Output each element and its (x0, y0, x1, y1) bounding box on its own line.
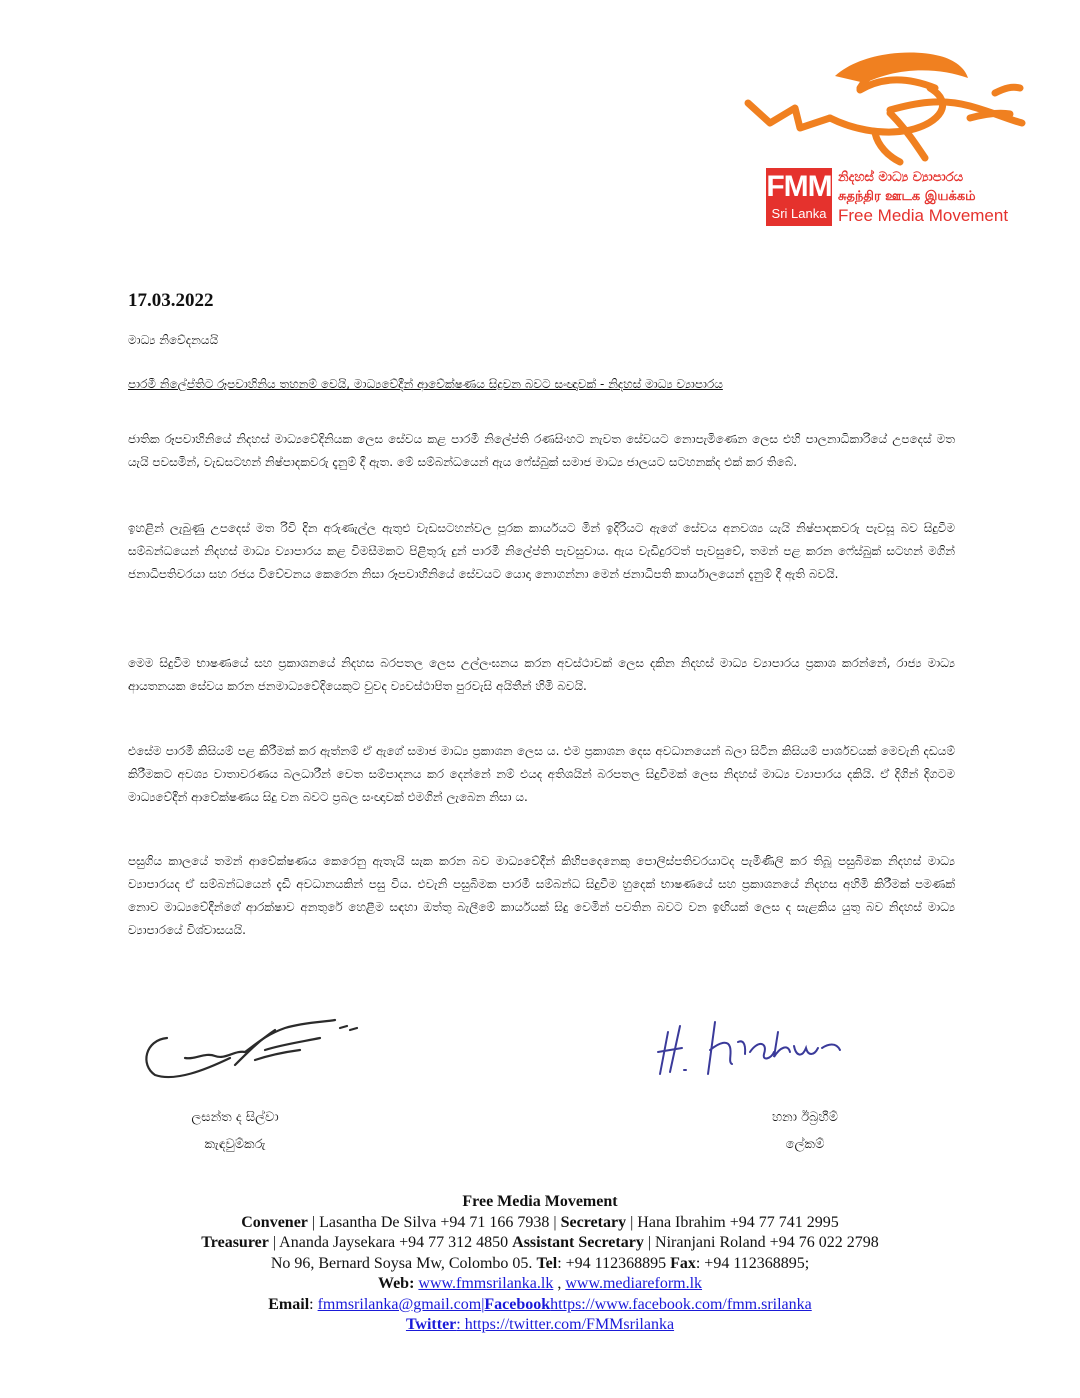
email-link[interactable]: fmmsrilanka@gmail.com (317, 1295, 482, 1313)
signatory-left (165, 1104, 305, 1158)
headline: පාරමී නිලේප්තිට රූපවාහිනිය තහනම් වෙයි, මාධ්‍යවේදීන් ආවේක්ෂණය සිදුවන බවට සංඥාවක් - නිදහස් මාධ්‍ය ව්‍යාපාරය (128, 377, 723, 391)
secretary-info: | Hana Ibrahim +94 77 741 2995 (630, 1213, 839, 1231)
footer-org-line (0, 1192, 1080, 1213)
convener-label: Convener (241, 1213, 308, 1231)
twitter-label: Twitter (405, 1316, 457, 1333)
web-link-mediareform[interactable]: www.mediareform.lk (565, 1275, 703, 1292)
logo-tamil: சுதந்திர ஊடக இயக்கம் (838, 189, 976, 204)
footer (0, 1192, 1080, 1336)
treasurer-info: | Ananda Jaysekara +94 77 312 4850 (272, 1234, 509, 1251)
facebook-label: Facebook (484, 1295, 551, 1313)
letter-date: 17.03.2022 (128, 290, 214, 311)
web-separator: , (557, 1275, 562, 1292)
convener-info: | Lasantha De Silva +94 71 166 7938 | (311, 1213, 557, 1231)
treasurer-label: Treasurer (201, 1234, 269, 1251)
fax-label: Fax (670, 1254, 696, 1272)
signature-right (650, 1012, 870, 1082)
logo-abbr: FMM (766, 170, 832, 203)
address: No 96, Bernard Soysa Mw, Colombo 05. (270, 1254, 533, 1272)
paragraph-1: ජාතික රූපවාහිනියේ නිදහස් මාධ්‍යවේදිනියක ලෙස සේවය කළ පාරමී නිලේප්ති රණසිංහට නැවත සේවයට නොපැමිණෙන ලෙස එහි පාලනාධිකාරියේ උපදෙස් මත යැයි පවසමින්, වැඩසටහන් නිෂ්පාදකවරු දැනුම් දී ඇත. මේ සම්බන්ධයෙන් ඇය ෆේස්බුක් සමාජ මාධ්‍ය ජාලයට සටහනක්ද එක් කර තිබේ. (128, 432, 955, 469)
footer-line-4 (0, 1274, 1080, 1295)
logo-names (838, 168, 1008, 226)
tel-value: : +94 112368895 (557, 1254, 667, 1272)
secretary-label: Secretary (560, 1213, 627, 1231)
paragraph-2: ඉහළින් ලැබුණු උපදෙස් මත රිවි දින අරුණැල්ල ඇතුළු වැඩසටහන්වල පූරක කාර්යයට මින් ඉදිරියට ඇගේ සේවය අනවශ්‍ය යැයි නිෂ්පාදකවරු පැවසූ බව සිදුවීම සම්බන්ධයෙන් නිදහස් මාධ්‍ය ව්‍යාපාරය කළ විමසීමකට පිළිතුරු දුන් පාරමී නිලේප්ති පැවසුවාය. ඇය වැඩිදුරටත් පැවසුවේ, තමන් පළ කරන ෆේස්බුක් සටහන් මගින් ජනාධිපතිවරයා සහ රජය විවේචනය කෙරෙන නිසා රූපවාහිනියේ සේවයට යොදා නොගන්නා මෙන් ජනාධිපති කාර්යාලයෙන් දැනුම් දී ඇති බවයි. (128, 521, 955, 581)
bird-icon (740, 48, 1030, 173)
footer-line-1 (0, 1213, 1080, 1234)
footer-line-5 (0, 1295, 1080, 1316)
signatory-left-role: කැඳවුම්කරු (204, 1137, 266, 1152)
tel-label: Tel (536, 1254, 558, 1272)
facebook-link[interactable]: https://www.facebook.com/fmm.srilanka (550, 1295, 812, 1313)
logo-english: Free Media Movement (838, 206, 1009, 225)
signatory-right-role: ලේකම් (785, 1137, 825, 1152)
footer-org: Free Media Movement (462, 1193, 618, 1210)
web-label: Web: (377, 1275, 415, 1292)
paragraph-4: එසේම පාරමී කිසියම් පළ කිරීමක් කර ඇත්නම් ඒ ඇගේ සමාජ මාධ්‍ය ප්‍රකාශන ලෙස ය. එම ප්‍රකාශන දෙස අවධානයෙන් බලා සිටින කිසියම් පාර්ශවයක් මෙවැනි දඩයම් කිරීමකට අවශ්‍ය වාතාවරණය බලධාරීන් වෙත සම්පාදනය කර දෙන්නේ නම් එයද අතිශයින් බරපතල සිදුවීමක් ලෙස නිදහස් මාධ්‍ය ව්‍යාපාරය දකියි. ඒ දිගින් දිගටම මාධ්‍යවේදීන් ආවේක්ෂණය සිදු වන බවට ප්‍රබල සංඥාවක් එමගින් ලැබෙන නිසා ය. (128, 744, 955, 804)
logo-badge (766, 168, 832, 226)
footer-line-3 (0, 1254, 1080, 1275)
logo-sinhala: නිදහස් මාධ්‍ය ව්‍යාපාරය (838, 170, 964, 185)
footer-line-2 (0, 1233, 1080, 1254)
fax-value: : +94 112368895; (695, 1254, 810, 1272)
footer-line-6 (0, 1315, 1080, 1336)
twitter-link[interactable]: : https://twitter.com/FMMsrilanka (456, 1316, 675, 1333)
fmm-logo (730, 48, 1030, 233)
paragraph-3: මෙම සිදුවීම භාෂණයේ සහ ප්‍රකාශනයේ නිදහස බරපතල ලෙස උල්ලංඝනය කරන අවස්ථාවක් ලෙස දකින නිදහස් මාධ්‍ය ව්‍යාපාරය ප්‍රකාශ කරන්නේ, රාජ්‍ය මාධ්‍ය ආයතනයක සේවය කරන ජනමාධ්‍යවේදියෙකුට වුවද ව්‍යවස්ථාපිත පුරවැසි අයිතීන් හිමි බවයි. (128, 656, 955, 693)
signatory-left-name: ලසන්ත ද සිල්වා (191, 1110, 279, 1125)
signatory-right (735, 1104, 875, 1158)
web-link-fmm[interactable]: www.fmmsrilanka.lk (418, 1275, 554, 1292)
asst-secretary-label: Assistant Secretary (512, 1234, 644, 1251)
signatory-right-name: හනා ඊබ්‍රහීම් (771, 1110, 839, 1125)
signature-left (135, 1010, 365, 1085)
logo-country: Sri Lanka (771, 206, 827, 221)
email-label: Email (268, 1295, 310, 1313)
email-colon: : (309, 1295, 314, 1313)
paragraph-5: පසුගිය කාලයේ තමන් ආවේක්ෂණය කෙරෙනු ඇතැයි සැක කරන බව මාධ්‍යවේදීන් කිහිපදෙනෙකු පොලිස්පතිවරයාටද පැමිණිලි කර තිබූ පසුබිමක නිදහස් මාධ්‍ය ව්‍යාපාරයද ඒ සම්බන්ධයෙන් දැඩි අවධානයකින් පසු විය. එවැනි පසුබිමක පාරමී සම්බන්ධ සිදුවීම හුදෙක් භාෂණයේ සහ ප්‍රකාශනයේ නිදහස අහිමි කිරීමක් පමණක් නොව මාධ්‍යවේදීන්ගේ ආරක්ෂාව අනතුරේ හෙළීම සඳහා ඔත්තු බැලීමේ කාර්යයක් සිදු වෙමින් පවතින බවට වන ඉඟියක් ලෙස ද සැළකිය යුතු බව නිදහස් මාධ්‍ය ව්‍යාපාරයේ විශ්වාසයයි. (128, 854, 955, 937)
asst-secretary-info: | Niranjani Roland +94 76 022 2798 (647, 1234, 879, 1251)
link-pipe: | (481, 1295, 485, 1313)
press-release-label: මාධ්‍ය නිවේදනයයි (128, 333, 219, 347)
